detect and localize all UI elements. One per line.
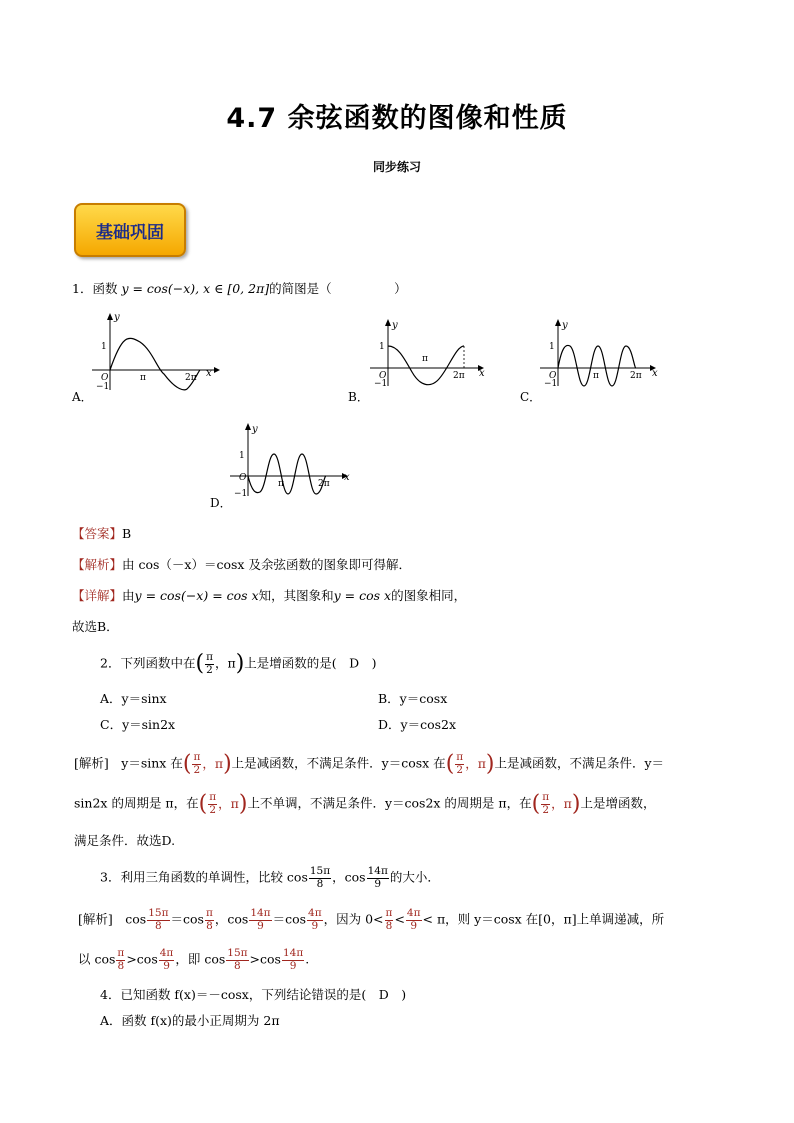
graph-d-pi: π bbox=[278, 479, 284, 489]
gt: >cos bbox=[126, 951, 158, 967]
graph-b-pi: π bbox=[422, 354, 428, 364]
graph-c-x-label: x bbox=[652, 368, 658, 379]
frac-mid: ，π bbox=[465, 755, 486, 771]
q3-stem-b: ，cos bbox=[332, 869, 366, 885]
answer-tag: 【答案】 bbox=[72, 526, 123, 541]
frac-den: 9 bbox=[163, 959, 170, 972]
frac-den: 9 bbox=[311, 919, 319, 932]
frac-num: 14π bbox=[250, 907, 271, 919]
frac-num: 4π bbox=[406, 907, 421, 919]
q2-s3: 上是减函数，不满足条件．y＝ bbox=[494, 755, 665, 771]
graph-c-pi: π bbox=[593, 371, 599, 381]
graph-a-pi: π bbox=[140, 373, 146, 383]
frac-num: π bbox=[206, 651, 213, 663]
frac-den: 2 bbox=[209, 803, 217, 816]
q2-stem: 2．下列函数中在( $\frac{\pi}{2}$ ，π)上是增函数的是( D ) bbox=[100, 651, 377, 677]
frac-num: π bbox=[209, 791, 217, 803]
frac-den: 2 bbox=[542, 803, 550, 816]
because: ，因为 0< bbox=[323, 911, 384, 927]
graph-d-neg-one: −1 bbox=[234, 489, 248, 499]
q1-graph-a bbox=[90, 310, 230, 392]
detail-a: 由 bbox=[122, 588, 135, 603]
q1-stem bbox=[72, 281, 407, 296]
q2-option-c[interactable]: C．y＝sin2x bbox=[100, 717, 176, 732]
q1-stem-suffix: 的简图是（ ） bbox=[269, 281, 407, 296]
q3-sol-tag: [解析] bbox=[78, 911, 113, 927]
q1-analysis bbox=[72, 557, 411, 572]
analysis-text: 由 cos（－x）＝cosx 及余弦函数的图象即可得解． bbox=[122, 557, 411, 572]
q3-solution-line2 bbox=[78, 948, 309, 972]
q2-s4: sin2x 的周期是 π，在 bbox=[74, 795, 199, 811]
q2-sol-tag: [解析] bbox=[74, 755, 109, 771]
q4-stem: 4．已知函数 f(x)＝－cosx，下列结论错误的是( D ) bbox=[100, 987, 407, 1002]
page-title: 4.7 余弦函数的图像和性质 bbox=[226, 103, 568, 134]
graph-b-two-pi: 2π bbox=[453, 371, 465, 381]
q1-graph-c bbox=[538, 316, 663, 388]
q1-answer bbox=[72, 526, 131, 541]
frac-den: 8 bbox=[117, 959, 125, 972]
lt: < bbox=[394, 911, 405, 927]
q1-detail-end: 故选B． bbox=[72, 619, 119, 634]
graph-d-two-pi: 2π bbox=[318, 479, 330, 489]
q2-interval-mid: ，π bbox=[214, 655, 236, 671]
graph-b-y-label: y bbox=[392, 320, 398, 331]
graph-a-one: 1 bbox=[101, 342, 107, 352]
detail-formula2: y = cos x bbox=[333, 588, 392, 603]
graph-a-x-label: x bbox=[206, 368, 212, 379]
q1-graph-b bbox=[368, 316, 493, 388]
q4-option-a[interactable]: A．函数 f(x)的最小正周期为 2π bbox=[100, 1013, 280, 1028]
frac-den: 9 bbox=[374, 877, 382, 890]
q2-stem-a: 2．下列函数中在 bbox=[100, 655, 196, 671]
frac-den: 8 bbox=[206, 919, 213, 932]
frac-den: 9 bbox=[289, 959, 297, 972]
q1-option-a[interactable]: A． bbox=[72, 390, 93, 404]
frac-mid: ，π bbox=[551, 795, 572, 811]
q2-solution-line1: [解析] y＝sinx 在( $\frac{\pi}{2}$ ，π)上是减函数，不满足条件．y＝cosx 在( $\frac{\pi}{2}$ ，π)上是减函数，不满足条件．y＝ bbox=[74, 751, 665, 777]
comma: ，cos bbox=[214, 911, 249, 927]
q1-graph-d bbox=[228, 420, 358, 500]
detail-c: 的图象相同， bbox=[391, 588, 467, 603]
frac-mid: ，π bbox=[218, 795, 239, 811]
frac-num: 4π bbox=[308, 907, 322, 919]
q2-s1: y＝sinx 在 bbox=[121, 755, 183, 771]
graph-b-neg-one: −1 bbox=[374, 379, 388, 388]
frac-den: 9 bbox=[410, 919, 418, 932]
graph-b-one: 1 bbox=[379, 342, 385, 352]
graph-a-two-pi: 2π bbox=[185, 373, 197, 383]
detail-b: 知，其图象和 bbox=[258, 588, 334, 603]
frac-num: 14π bbox=[367, 865, 388, 877]
answer-value: B bbox=[122, 526, 132, 541]
frac-den: 8 bbox=[234, 959, 241, 972]
frac-mid: ，π bbox=[202, 755, 224, 771]
frac-num: 15π bbox=[309, 865, 331, 877]
page-subtitle: 同步练习 bbox=[372, 160, 421, 174]
graph-d-one: 1 bbox=[239, 451, 245, 461]
graph-d-origin: O bbox=[239, 473, 247, 483]
graph-b-origin: O bbox=[379, 371, 387, 381]
q2-solution-line2: sin2x 的周期是 π，在( $\frac{\pi}{2}$ ，π)上不单调，不满足条件．y＝cos2x 的周期是 π，在( $\frac{\pi}{2}$ ，π)上是增函数， bbox=[74, 791, 656, 817]
graph-c-one: 1 bbox=[549, 342, 555, 352]
graph-a-origin: O bbox=[101, 373, 109, 383]
q2-s6: 上是增函数， bbox=[580, 795, 656, 811]
q1-detail bbox=[72, 588, 466, 603]
q1-formula: y = cos(−x), x ∈ [0, 2π] bbox=[121, 281, 270, 296]
frac-den: 8 bbox=[155, 919, 162, 932]
eq: ＝cos bbox=[272, 911, 307, 927]
frac-num: π bbox=[385, 907, 393, 919]
q3-stem-c: 的大小． bbox=[389, 869, 440, 885]
q2-option-d[interactable]: D．y＝cos2x bbox=[378, 717, 457, 732]
l2a: 以 cos bbox=[78, 951, 116, 967]
frac-den: 2 bbox=[206, 663, 213, 676]
q3-stem bbox=[100, 866, 440, 890]
frac-num: 15π bbox=[227, 947, 248, 959]
graph-c-two-pi: 2π bbox=[630, 371, 642, 381]
analysis-tag: 【解析】 bbox=[72, 557, 123, 572]
frac-num: 15π bbox=[148, 907, 169, 919]
frac-den: 8 bbox=[316, 877, 324, 890]
frac-num: π bbox=[193, 751, 201, 763]
l2b: ，即 cos bbox=[175, 951, 226, 967]
q3-solution-line1 bbox=[78, 908, 664, 932]
eq: ＝cos bbox=[170, 911, 204, 927]
frac-den: 8 bbox=[385, 919, 393, 932]
lt-pi: < π，则 y＝cosx 在[0，π]上单调递减，所 bbox=[422, 911, 665, 927]
q1-stem-prefix: 1．函数 bbox=[72, 281, 118, 296]
q1-option-b[interactable]: B． bbox=[348, 390, 369, 404]
cos: cos bbox=[125, 911, 147, 927]
graph-d-y-label: y bbox=[252, 424, 258, 435]
graph-b-x-label: x bbox=[479, 368, 485, 379]
detail-formula: y = cos(−x) = cos x bbox=[134, 588, 259, 603]
graph-c-neg-one: −1 bbox=[544, 379, 558, 388]
end: . bbox=[305, 951, 310, 967]
q2-option-b[interactable]: B．y＝cosx bbox=[378, 691, 448, 706]
graph-c-y-label: y bbox=[562, 320, 568, 331]
q2-stem-b: 上是增函数的是( D ) bbox=[244, 655, 377, 671]
frac-num: 14π bbox=[282, 947, 304, 959]
frac-num: π bbox=[117, 947, 125, 959]
frac-den: 9 bbox=[257, 919, 264, 932]
q2-interval-frac bbox=[205, 652, 214, 676]
graph-d-x-label: x bbox=[344, 472, 350, 483]
frac-num: 4π bbox=[159, 947, 174, 959]
detail-tag: 【详解】 bbox=[72, 588, 123, 603]
q1-option-d[interactable]: D． bbox=[210, 496, 232, 510]
graph-c-origin: O bbox=[549, 371, 557, 381]
q1-option-c[interactable]: C． bbox=[520, 390, 542, 404]
gt: >cos bbox=[249, 951, 281, 967]
q2-option-a[interactable]: A．y＝sinx bbox=[100, 691, 167, 706]
q2-s5: 上不单调，不满足条件．y＝cos2x 的周期是 π，在 bbox=[247, 795, 532, 811]
frac-num: π bbox=[542, 791, 550, 803]
section-badge-label: 基础巩固 bbox=[96, 223, 164, 243]
frac-den: 2 bbox=[456, 763, 464, 776]
section-badge bbox=[74, 203, 186, 257]
frac-num: π bbox=[456, 751, 464, 763]
q2-solution-line3: 满足条件．故选D. bbox=[74, 833, 176, 848]
q2-s2: 上是减函数，不满足条件．y＝cosx 在 bbox=[231, 755, 446, 771]
q3-stem-a: 3．利用三角函数的单调性，比较 cos bbox=[100, 869, 308, 885]
frac-den: 2 bbox=[193, 763, 201, 776]
graph-a-neg-one: −1 bbox=[96, 382, 110, 392]
frac-num: π bbox=[205, 907, 213, 919]
graph-a-y-label: y bbox=[114, 312, 120, 323]
